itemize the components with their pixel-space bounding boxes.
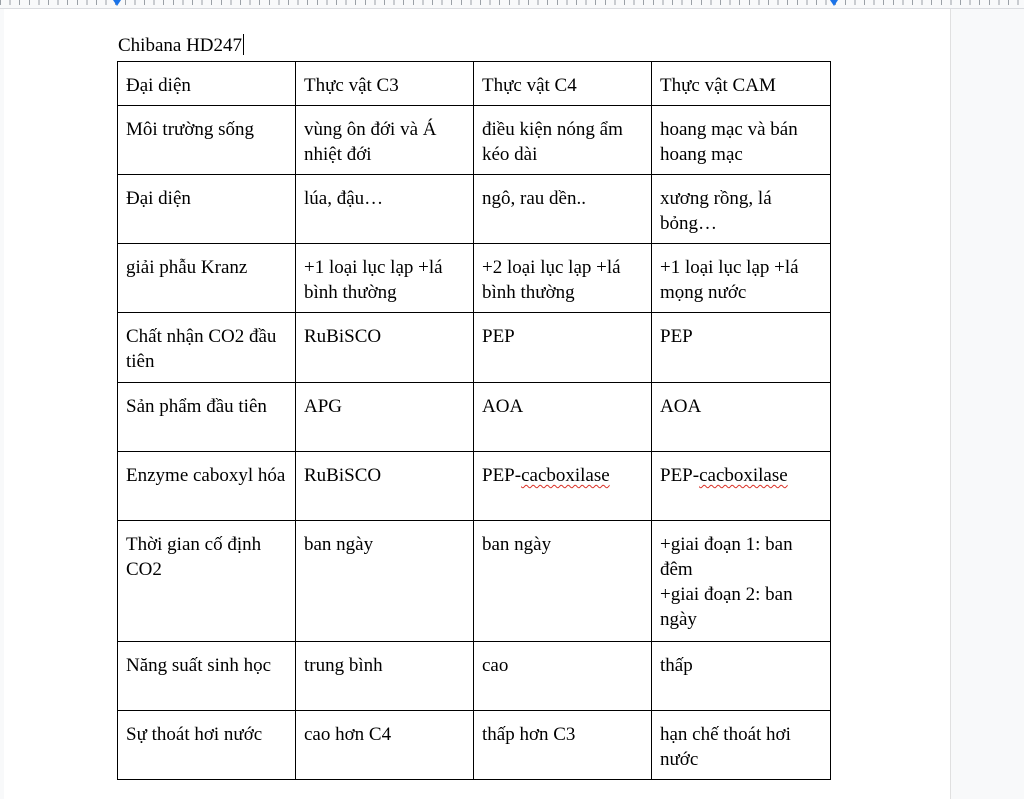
cam-phase-1: +giai đoạn 1: ban đêm xyxy=(660,534,793,580)
header-cell-c3[interactable]: Thực vật C3 xyxy=(296,62,474,106)
side-panel xyxy=(951,9,1024,791)
row-label-cell[interactable]: Thời gian cố định CO2 xyxy=(118,521,296,642)
document-page[interactable] xyxy=(4,9,951,799)
c4-cell[interactable]: ngô, rau dền.. xyxy=(474,175,652,244)
text-cursor xyxy=(243,34,244,55)
c3-cell[interactable]: lúa, đậu… xyxy=(296,175,474,244)
cam-cell[interactable]: AOA xyxy=(652,383,831,452)
table-row xyxy=(118,383,831,452)
cam-cell[interactable] xyxy=(652,452,831,521)
cam-cell[interactable]: thấp xyxy=(652,642,831,711)
comparison-table[interactable] xyxy=(117,61,831,780)
ruler-ticks xyxy=(0,0,1024,5)
table-row xyxy=(118,106,831,175)
row-label-cell[interactable]: Sản phẩm đầu tiên xyxy=(118,383,296,452)
c3-cell[interactable]: APG xyxy=(296,383,474,452)
cam-phase-2: +giai đoạn 2: ban ngày xyxy=(660,584,793,630)
table-row xyxy=(118,711,831,780)
cam-cell[interactable]: PEP xyxy=(652,313,831,383)
row-label-cell[interactable]: Chất nhận CO2 đầu tiên xyxy=(118,313,296,383)
c4-cell[interactable]: ban ngày xyxy=(474,521,652,642)
table-row xyxy=(118,642,831,711)
c4-cell[interactable]: thấp hơn C3 xyxy=(474,711,652,780)
enzyme-prefix: PEP- xyxy=(482,465,522,486)
row-label-cell[interactable]: Năng suất sinh học xyxy=(118,642,296,711)
row-label-cell[interactable]: giải phẫu Kranz xyxy=(118,244,296,313)
horizontal-ruler[interactable] xyxy=(0,0,1024,9)
cam-cell[interactable]: hoang mạc và bán hoang mạc xyxy=(652,106,831,175)
cam-cell[interactable]: +1 loại lục lạp +lá mọng nước xyxy=(652,244,831,313)
c4-cell[interactable]: điều kiện nóng ẩm kéo dài xyxy=(474,106,652,175)
c4-cell[interactable]: AOA xyxy=(474,383,652,452)
enzyme-prefix: PEP- xyxy=(660,465,700,486)
row-label-cell[interactable]: Đại diện xyxy=(118,175,296,244)
cam-cell[interactable]: xương rồng, lá bỏng… xyxy=(652,175,831,244)
c3-cell[interactable]: trung bình xyxy=(296,642,474,711)
spellcheck-flagged-word[interactable]: cacboxilase xyxy=(521,465,610,486)
table-row xyxy=(118,313,831,383)
header-cell-c4[interactable]: Thực vật C4 xyxy=(474,62,652,106)
document-title-text: Chibana HD247 xyxy=(118,35,243,56)
document-text-line[interactable] xyxy=(118,34,244,58)
cam-cell[interactable]: hạn chế thoát hơi nước xyxy=(652,711,831,780)
c3-cell[interactable]: cao hơn C4 xyxy=(296,711,474,780)
c3-cell[interactable]: RuBiSCO xyxy=(296,452,474,521)
row-label-cell[interactable]: Enzyme caboxyl hóa xyxy=(118,452,296,521)
cam-cell[interactable] xyxy=(652,521,831,642)
table-row xyxy=(118,452,831,521)
row-label-cell[interactable]: Môi trường sống xyxy=(118,106,296,175)
c3-cell[interactable]: +1 loại lục lạp +lá bình thường xyxy=(296,244,474,313)
c3-cell[interactable]: RuBiSCO xyxy=(296,313,474,383)
table-row xyxy=(118,521,831,642)
table-row xyxy=(118,244,831,313)
c4-cell[interactable]: cao xyxy=(474,642,652,711)
c3-cell[interactable]: ban ngày xyxy=(296,521,474,642)
table-header-row xyxy=(118,62,831,106)
row-label-cell[interactable]: Sự thoát hơi nước xyxy=(118,711,296,780)
c4-cell[interactable]: +2 loại lục lạp +lá bình thường xyxy=(474,244,652,313)
c4-cell[interactable]: PEP xyxy=(474,313,652,383)
table-row xyxy=(118,175,831,244)
c3-cell[interactable]: vùng ôn đới và Á nhiệt đới xyxy=(296,106,474,175)
spellcheck-flagged-word[interactable]: cacboxilase xyxy=(699,465,788,486)
header-cell-representative[interactable]: Đại diện xyxy=(118,62,296,106)
c4-cell[interactable] xyxy=(474,452,652,521)
header-cell-cam[interactable]: Thực vật CAM xyxy=(652,62,831,106)
